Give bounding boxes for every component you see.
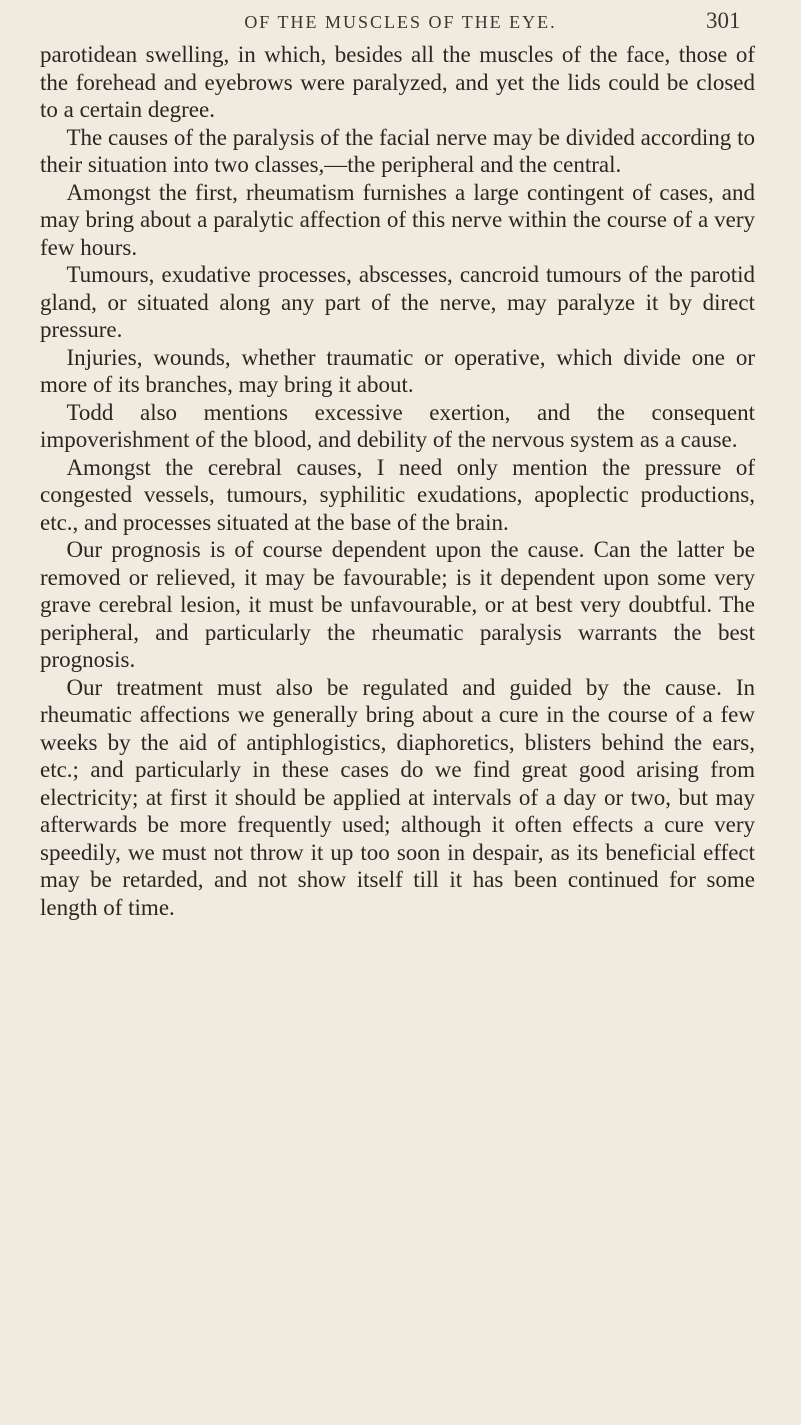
paragraph: Our treatment must also be regulated and guided by the cause. In rheumatic affections we generally bring about a cure in the course of a few weeks by the aid of antiphlogistics, diaphoretics, blisters behind the ears, etc.; and particularly in these cases do we find great good arising from electricity; at first it should be applied at intervals of a day or two, but may afterwards be more frequently used; although it often effects a cure very speedily, we must not throw it up too soon in despair, as its beneficial effect may be retarded, and not show itself till it has been continued for some length of time. (40, 674, 755, 920)
paragraph: Our prognosis is of course dependent upon the cause. Can the latter be removed or relieved, it may be favourable; is it dependent upon some very grave cerebral lesion, it must be unfavourable, or at best very doubtful. The peripheral, and particularly the rheumatic paralysis warrants the best prognosis. (40, 537, 755, 672)
paragraph: Amongst the first, rheumatism furnishes a large contingent of cases, and may bring about a paralytic affection of this nerve within the course of a very few hours. (40, 179, 755, 260)
body-text (40, 41, 755, 921)
paragraph: Todd also mentions excessive exertion, and the consequent impoverishment of the blood, and debility of the nervous system as a cause. (40, 399, 755, 452)
page-number: 301 (706, 8, 741, 33)
paragraph: Amongst the cerebral causes, I need only mention the pressure of congested vessels, tumours, syphilitic exudations, apoplectic productions, etc., and processes situated at the base of the brain. (40, 454, 755, 535)
paragraph: Tumours, exudative processes, abscesses, cancroid tumours of the parotid gland, or situated along any part of the nerve, may paralyze it by direct pressure. (40, 262, 755, 342)
paragraph: The causes of the paralysis of the facial nerve may be divided according to their situation into two classes,—the peripheral and the central. (40, 124, 755, 177)
paragraph: Injuries, wounds, whether traumatic or operative, which divide one or more of its branches, may bring it about. (40, 344, 755, 397)
running-title: OF THE MUSCLES OF THE EYE. (244, 12, 557, 32)
running-head (0, 6, 801, 40)
paragraph: parotidean swelling, in which, besides all the muscles of the face, those of the forehead and eyebrows were paralyzed, and yet the lids could be closed to a certain degree. (40, 42, 755, 122)
